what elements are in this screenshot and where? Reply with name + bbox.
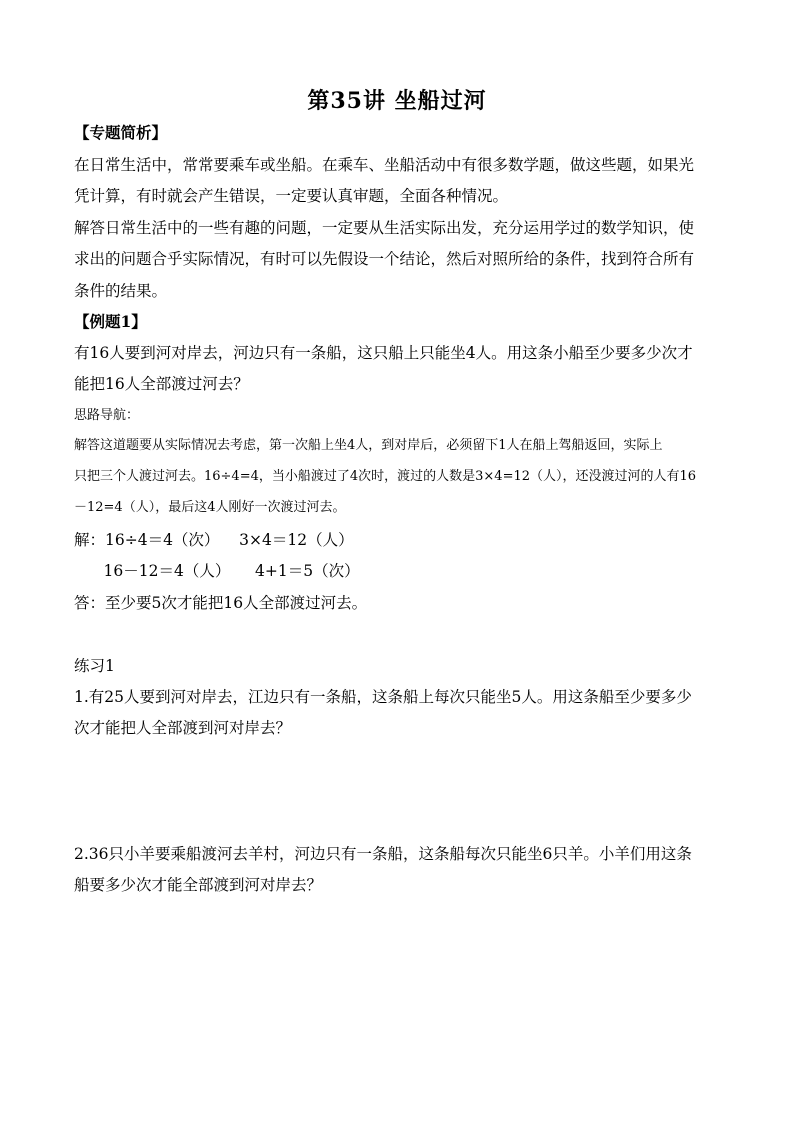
guide-line: 解答这道题要从实际情况去考虑，第一次船上坐4人，到对岸后，必须留下1人在船上驾船返回，实际上 — [74, 438, 663, 453]
overview-line: 条件的结果。 — [74, 282, 168, 300]
practice-q1-line: 次才能把人全部渡到河对岸去？ — [74, 719, 292, 737]
practice-q2-line: 船要多少次才能全部渡到河对岸去？ — [74, 876, 323, 894]
guide-line: 只把三个人渡过河去。16÷4=4，当小船渡过了4次时，渡过的人数是3×4=12（人），还没渡过河的人有16 — [74, 469, 697, 484]
guide-label: 思路导航： — [74, 408, 140, 423]
example-question-line: 能把16人全部渡过河去？ — [74, 375, 249, 393]
practice-q2-line: 2.36只小羊要乘船渡河去羊村，河边只有一条船，这条船每次只能坐6只羊。小羊们用这条 — [74, 845, 692, 863]
page-title: 第35讲 坐船过河 — [307, 88, 487, 114]
overview-line: 凭计算，有时就会产生错误，一定要认真审题，全面各种情况。 — [74, 187, 509, 205]
solution-line: 16－12＝4（人） 4+1＝5（次） — [74, 562, 360, 580]
practice-heading: 练习1 — [74, 657, 115, 675]
overview-line: 解答日常生活中的一些有趣的问题，一定要从生活实际出发，充分运用学过的数学知识，使 — [74, 219, 695, 237]
guide-line: －12=4（人），最后这4人刚好一次渡过河去。 — [74, 500, 346, 515]
overview-heading: 【专题简析】 — [74, 123, 168, 142]
example-heading: 【例题1】 — [74, 312, 147, 331]
solution-line: 解：16÷4＝4（次） 3×4＝12（人） — [74, 531, 354, 549]
overview-line: 求出的问题合乎实际情况，有时可以先假设一个结论，然后对照所给的条件，找到符合所有 — [74, 250, 695, 268]
overview-line: 在日常生活中，常常要乘车或坐船。在乘车、坐船活动中有很多数学题，做这些题，如果光 — [74, 156, 695, 174]
answer-line: 答：至少要5次才能把16人全部渡过河去。 — [74, 594, 368, 612]
example-question-line: 有16人要到河对岸去，河边只有一条船，这只船上只能坐4人。用这条小船至少要多少次才 — [74, 344, 693, 362]
practice-q1-line: 1.有25人要到河对岸去，江边只有一条船，这条船上每次只能坐5人。用这条船至少要多少 — [74, 688, 692, 706]
